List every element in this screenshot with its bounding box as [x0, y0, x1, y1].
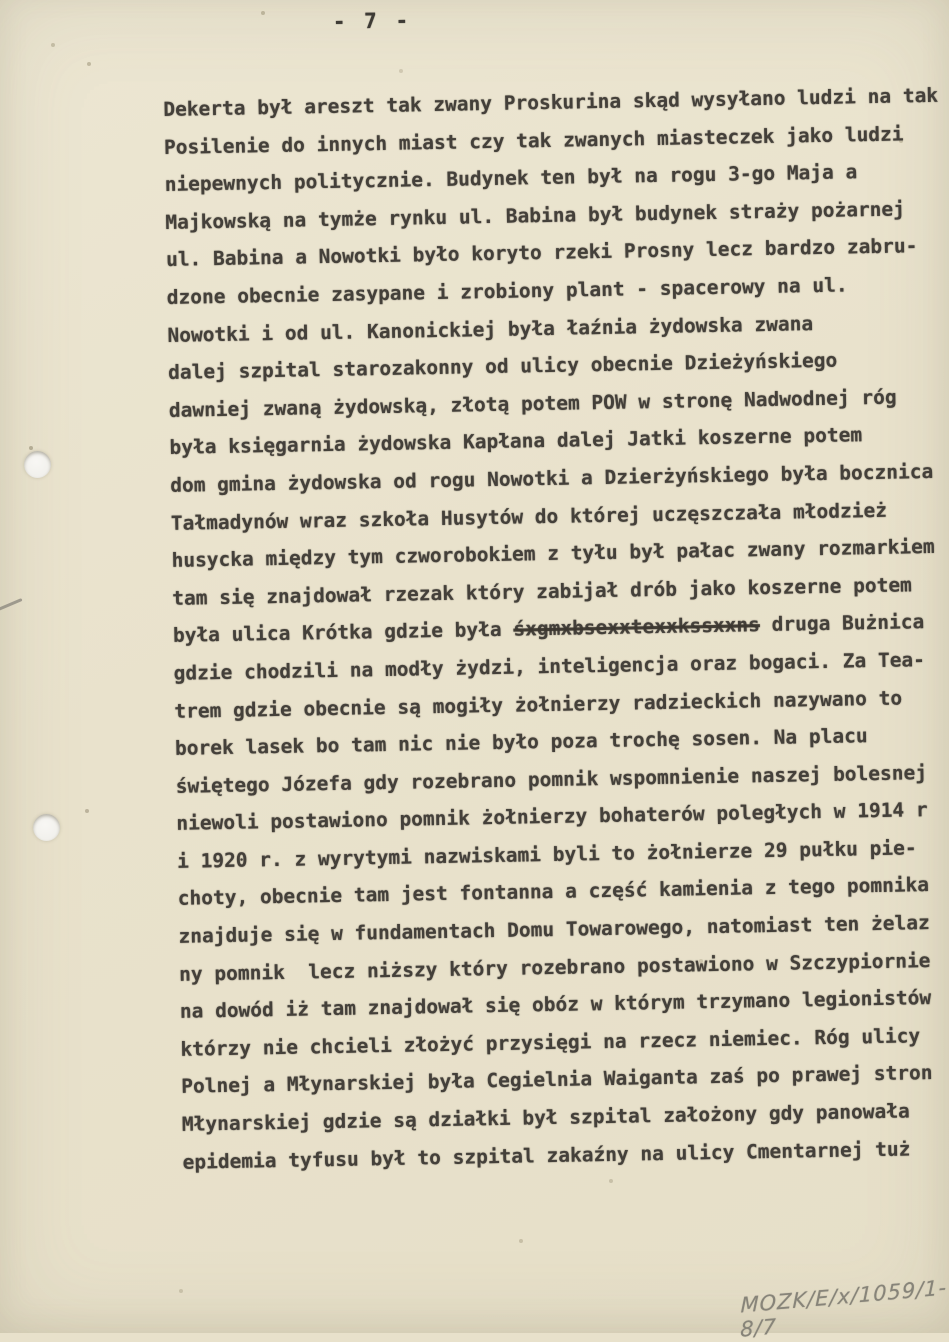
text-line: epidemia tyfusu był to szpital zakaźny na ulicy Cmentarnej tuż [182, 1137, 911, 1174]
punch-hole-bottom [33, 814, 60, 841]
text-line: borek lasek bo tam nic nie było poza trochę sosen. Na placu [174, 724, 868, 760]
text-line: niepewnych politycznie. Budynek ten był na rogu 3-go Maja a [164, 160, 858, 197]
text-line: Młynarskiej gdzie są działki był szpital założony gdy panowała [181, 1099, 910, 1136]
text-line: którzy nie chcieli złożyć przysięgi na rzecz niemiec. Róg ulicy [180, 1024, 921, 1061]
pencil-mark [0, 598, 23, 611]
text-line: była księgarnia żydowska Kapłana dalej Jatki koszerne potem [169, 423, 863, 460]
text-line: gdzie chodzili na modły żydzi, inteligencja oraz bogaci. Za Tea- [173, 648, 926, 685]
text-line: Dekerta był areszt tak zwany Proskurina skąd wysyłano ludzi na tak [163, 83, 939, 121]
text-line: znajduje się w fundamentach Domu Towarowego, natomiast ten żelaz [178, 911, 930, 948]
text-line: niewoli postawiono pomnik żołnierzy bohaterów poległych w 1914 r [176, 798, 928, 836]
text-segment: była ulica Krótka gdzie była [172, 617, 514, 648]
text-line: dzone obecnie zasypane i zrobiony plant - spacerowy na ul. [166, 273, 848, 309]
text-line: Majkowską na tymże rynku ul. Babina był budynek straży pożarnej [165, 197, 906, 234]
punch-hole-top [24, 451, 51, 478]
typewritten-text-block [163, 73, 949, 1181]
text-line: husycka między tym czworobokiem z tyłu był pałac zwany rozmarkiem [171, 535, 935, 573]
text-line: Posilenie do innych miast czy tak zwanych miasteczek jako ludzi [163, 122, 904, 159]
struck-text: śxgmxbsexxtexxkssxxns [513, 613, 761, 641]
text-line: ny pomnik lecz niższy który rozebrano postawiono w Szczypiornie [178, 948, 931, 986]
text-line: tam się znajdował rzezak który zabijał drób jako koszerne potem [172, 573, 913, 610]
text-line: świętego Józefa gdy rozebrano pomnik wspomnienie naszej bolesnej [175, 760, 928, 798]
text-line: Polnej a Młynarskiej była Cegielnia Waiganta zaś po prawej stron [181, 1061, 933, 1099]
text-line: dom gmina żydowska od rogu Nowotki a Dzierżyńskiego była bocznica [170, 459, 934, 497]
text-line: i 1920 r. z wyrytymi nazwiskami byli to żołnierze 29 pułku pie- [176, 836, 917, 873]
paper-specks [0, 0, 2, 2]
text-line: choty, obecnie tam jest fontanna a część kamienia z tego pomnika [177, 873, 930, 911]
text-line: trem gdzie obecnie są mogiły żołnierzy radzieckich nazywano to [174, 686, 903, 723]
page-number: - 7 - [332, 8, 412, 34]
text-line: dawniej zwaną żydowską, złotą potem POW w stronę Nadwodnej róg [168, 385, 897, 422]
text-line: Tałmadynów wraz szkoła Husytów do której uczęszczała młodzież [170, 498, 888, 535]
text-line: ul. Babina a Nowotki było koryto rzeki Prosny lecz bardzo zabru- [165, 234, 918, 272]
text-segment: druga Bużnica [759, 610, 925, 637]
text-line: dalej szpital starozakonny od ulicy obecnie Dzieżyńskiego [167, 348, 838, 385]
text-line: na dowód iż tam znajdował się obóz w którym trzymano legionistów [179, 986, 932, 1024]
archive-reference: MOZK/E/x/1059/1-8/7 [739, 1275, 948, 1342]
text-line: Nowotki i od ul. Kanonickiej była łaźnia żydowska zwana [167, 311, 814, 347]
